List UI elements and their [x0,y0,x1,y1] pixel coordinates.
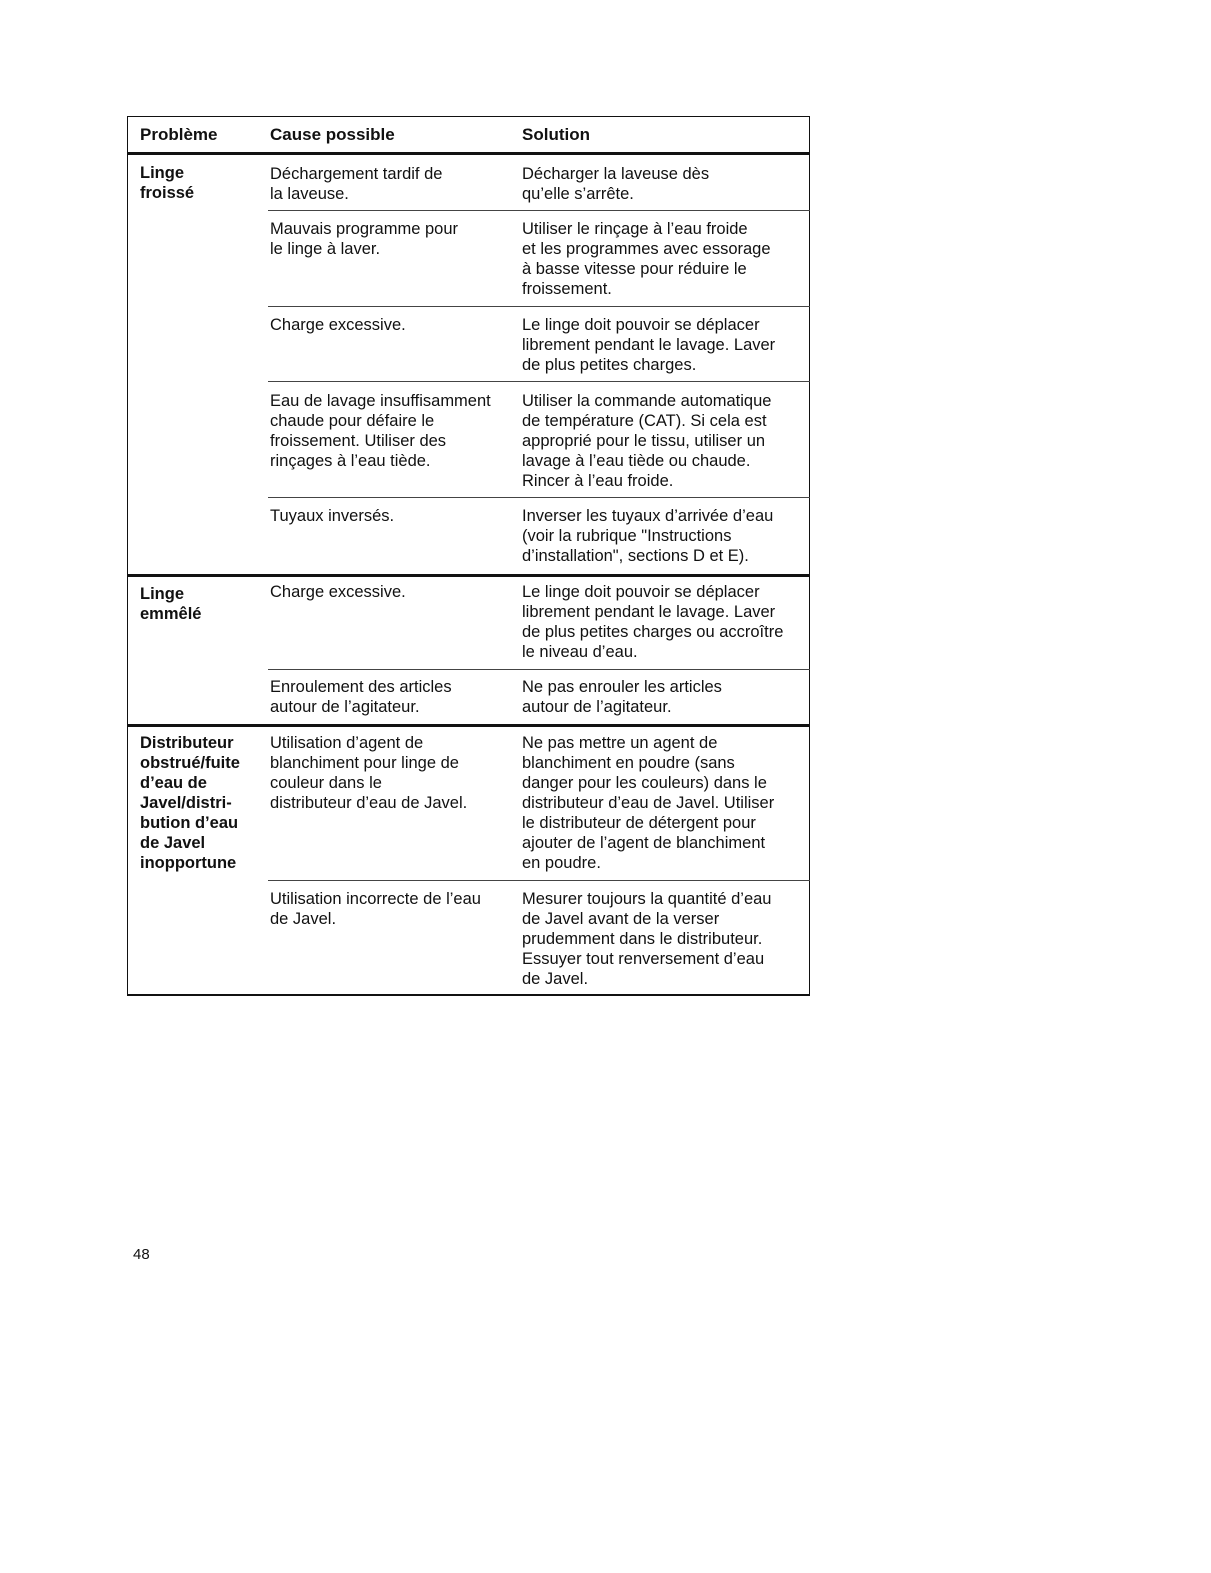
row-divider [268,306,810,307]
solution-cell: Utiliser la commande automatique de température (CAT). Si cela est approprié pour le tissu, utiliser un lavage à l’eau tiède ou chaude. Rincer à l’eau froide. [522,392,772,490]
header-problem: Problème [140,125,218,144]
cause-cell: Charge excessive. [270,316,406,334]
cause-cell: Mauvais programme pour le linge à laver. [270,220,458,258]
header-cause: Cause possible [270,125,395,144]
row-divider [268,210,810,211]
problem-linge-froisse: Linge froissé [140,164,195,202]
group-divider [127,574,810,577]
solution-cell: Décharger la laveuse dès qu’elle s’arrête. [522,165,710,203]
header-solution: Solution [522,125,590,144]
row-divider [268,497,810,498]
problem-distributeur: Distributeur obstrué/fuite d’eau de Javel/distri- bution d’eau de Javel inopportune [140,734,240,872]
row-divider [268,880,810,881]
solution-cell: Ne pas mettre un agent de blanchiment en poudre (sans danger pour les couleurs) dans le distributeur d’eau de Javel. Utiliser le distributeur de détergent pour ajouter de l’agent de blanchiment en poudre. [522,734,775,872]
solution-cell: Inverser les tuyaux d’arrivée d’eau (voir la rubrique "Instructions d’installation", sections D et E). [522,507,774,565]
cause-cell: Enroulement des articles autour de l’agitateur. [270,678,452,716]
solution-cell: Utiliser le rinçage à l’eau froide et les programmes avec essorage à basse vitesse pour réduire le froissement. [522,220,771,298]
cause-cell: Tuyaux inversés. [270,507,395,525]
solution-cell: Mesurer toujours la quantité d’eau de Javel avant de la verser prudemment dans le distributeur. Essuyer tout renversement d’eau de Javel. [522,890,772,988]
problem-linge-emmele: Linge emmêlé [140,585,202,623]
header-divider [127,152,810,155]
cause-cell: Utilisation incorrecte de l’eau de Javel. [270,890,481,928]
solution-cell: Le linge doit pouvoir se déplacer librement pendant le lavage. Laver de plus petites charges. [522,316,776,374]
cause-cell: Déchargement tardif de la laveuse. [270,165,443,203]
group-divider [127,724,810,727]
solution-cell: Le linge doit pouvoir se déplacer librement pendant le lavage. Laver de plus petites charges ou accroître le niveau d’eau. [522,583,784,661]
page-number: 48 [133,1246,150,1263]
cause-cell: Charge excessive. [270,583,406,601]
cause-cell: Eau de lavage insuffisamment chaude pour défaire le froissement. Utiliser des rinçages à l’eau tiède. [270,392,491,470]
cause-cell: Utilisation d’agent de blanchiment pour linge de couleur dans le distributeur d’eau de Javel. [270,734,468,812]
row-divider [268,669,810,670]
row-divider [268,381,810,382]
solution-cell: Ne pas enrouler les articles autour de l’agitateur. [522,678,722,716]
